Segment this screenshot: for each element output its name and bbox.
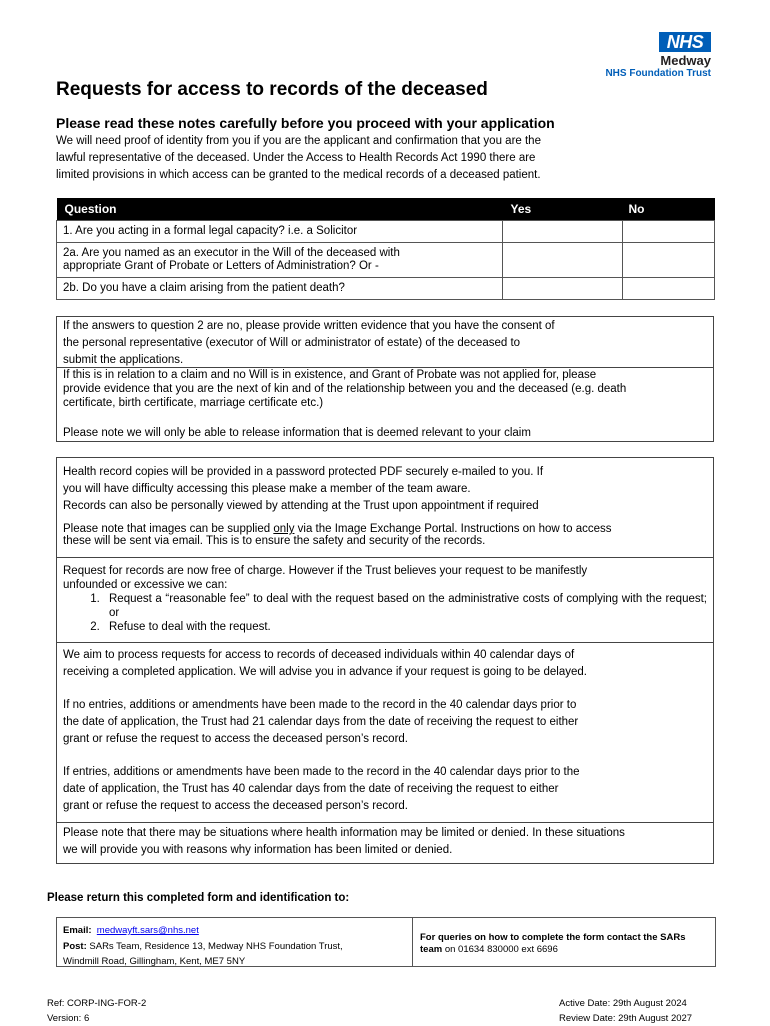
question-2a-no-cell[interactable]	[623, 243, 715, 278]
question-1-text: 1. Are you acting in a formal legal capacity? i.e. a Solicitor	[57, 221, 503, 243]
question-1-yes-cell[interactable]	[503, 221, 623, 243]
question-1-no-cell[interactable]	[623, 221, 715, 243]
fee-options-list	[63, 592, 707, 634]
question-2b-yes-cell[interactable]	[503, 278, 623, 300]
review-date: Review Date: 29th August 2027	[559, 1013, 693, 1024]
question-2a-text: 2a. Are you named as an executor in the Will of the deceased with appropriate Grant of Probate or Letters of Administration? Or -	[57, 243, 503, 278]
header-yes: Yes	[503, 198, 623, 221]
list-item: 1. Request a “reasonable fee” to deal with the request based on the administrative costs of complying with the request; or	[103, 592, 707, 620]
timeframe-note: We aim to process requests for access to records of deceased individuals within 40 calendar days of receiving a completed application. We will advise you in advance if your request is going to be delayed. If no entries, additions or amendments have been made to the record in the 40 calendar days prior to the date of application, the Trust had 21 calendar days from the date of receiving the request to either grant or refuse the request to access the deceased person’s record. If entries, additions or amendments have been made to the record in the 40 calendar days prior to the date of application, the Trust has 40 calendar days from the date of receiving the request to either grant or refuse the request to access the deceased person’s record.	[57, 643, 713, 823]
record-copies-note: Health record copies will be provided in a password protected PDF securely e-mailed to you. If you will have difficulty accessing this please make a member of the team aware. Records can also be personally viewed by attending at the Trust upon appointment if required Please note that images can be supplied only via the Image Exchange Portal. Instructions on how to access these will be sent via email. This is to ensure the safety and security of the records.	[57, 458, 713, 558]
table-row	[57, 221, 715, 243]
questions-table	[56, 198, 715, 300]
list-item: 2. Refuse to deal with the request.	[103, 620, 707, 634]
information-box	[56, 457, 714, 864]
table-header-row	[57, 198, 715, 221]
section-subtitle: Please read these notes carefully before you proceed with your application	[56, 115, 555, 131]
org-trust-name: NHS Foundation Trust	[605, 68, 711, 79]
org-name: Medway	[660, 53, 711, 68]
header-question: Question	[57, 198, 503, 221]
question-2b-text: 2b. Do you have a claim arising from the patient death?	[57, 278, 503, 300]
evidence-notes-box	[56, 316, 714, 442]
table-row	[57, 243, 715, 278]
intro-paragraph: We will need proof of identity from you if you are the applicant and confirmation that you are the lawful representative of the deceased. Under the Access to Health Records Act 1990 there are limited provisions in which access can be granted to the medical records of a deceased patient.	[56, 135, 541, 181]
header-no: No	[623, 198, 715, 221]
contact-box	[56, 917, 716, 967]
next-of-kin-note: If this is in relation to a claim and no Will is in existence, and Grant of Probate was not applied for, please provide evidence that you are the next of kin and of the relationship between you and the deceased (e.g. death certificate, birth certificate, marriage certificate etc.) Please note we will only be able to release information that is deemed relevant to your claim	[63, 369, 627, 439]
question-2a-yes-cell[interactable]	[503, 243, 623, 278]
page-title: Requests for access to records of the deceased	[56, 79, 488, 100]
email-link[interactable]: medwayft.sars@nhs.net	[96, 925, 199, 936]
contact-queries: For queries on how to complete the form contact the SARs team on 01634 830000 ext 6696	[420, 932, 686, 955]
fee-note: Request for records are now free of charge. However if the Trust believes your request to be manifestly unfounded or excessive we can: 1. Request a “reasonable fee” to deal with the request based on the administrative costs of complying with the request; or 2. Refuse to deal with the request.	[57, 558, 713, 643]
active-date: Active Date: 29th August 2024	[559, 998, 687, 1009]
footer-left	[47, 996, 146, 1026]
consent-note: If the answers to question 2 are no, please provide written evidence that you have the consent of the personal representative (executor of Will or administrator of estate) of the deceased to submit the applications.	[57, 317, 713, 368]
return-instructions-title: Please return this completed form and identification to:	[47, 892, 350, 904]
nhs-logo-badge: NHS	[659, 32, 711, 52]
question-2b-no-cell[interactable]	[623, 278, 715, 300]
contact-address: Email: medwayft.sars@nhs.net Post: SARs Team, Residence 13, Medway NHS Foundation Trust, Windmill Road, Gillingham, Kent, ME7 5NY	[57, 918, 413, 966]
table-row	[57, 278, 715, 300]
doc-version: Version: 6	[47, 1013, 90, 1024]
limited-info-note: Please note that there may be situations where health information may be limited or denied. In these situations we will provide you with reasons why information has been limited or denied.	[63, 827, 625, 856]
doc-ref: Ref: CORP-ING-FOR-2	[47, 998, 147, 1009]
footer-right	[559, 996, 692, 1026]
